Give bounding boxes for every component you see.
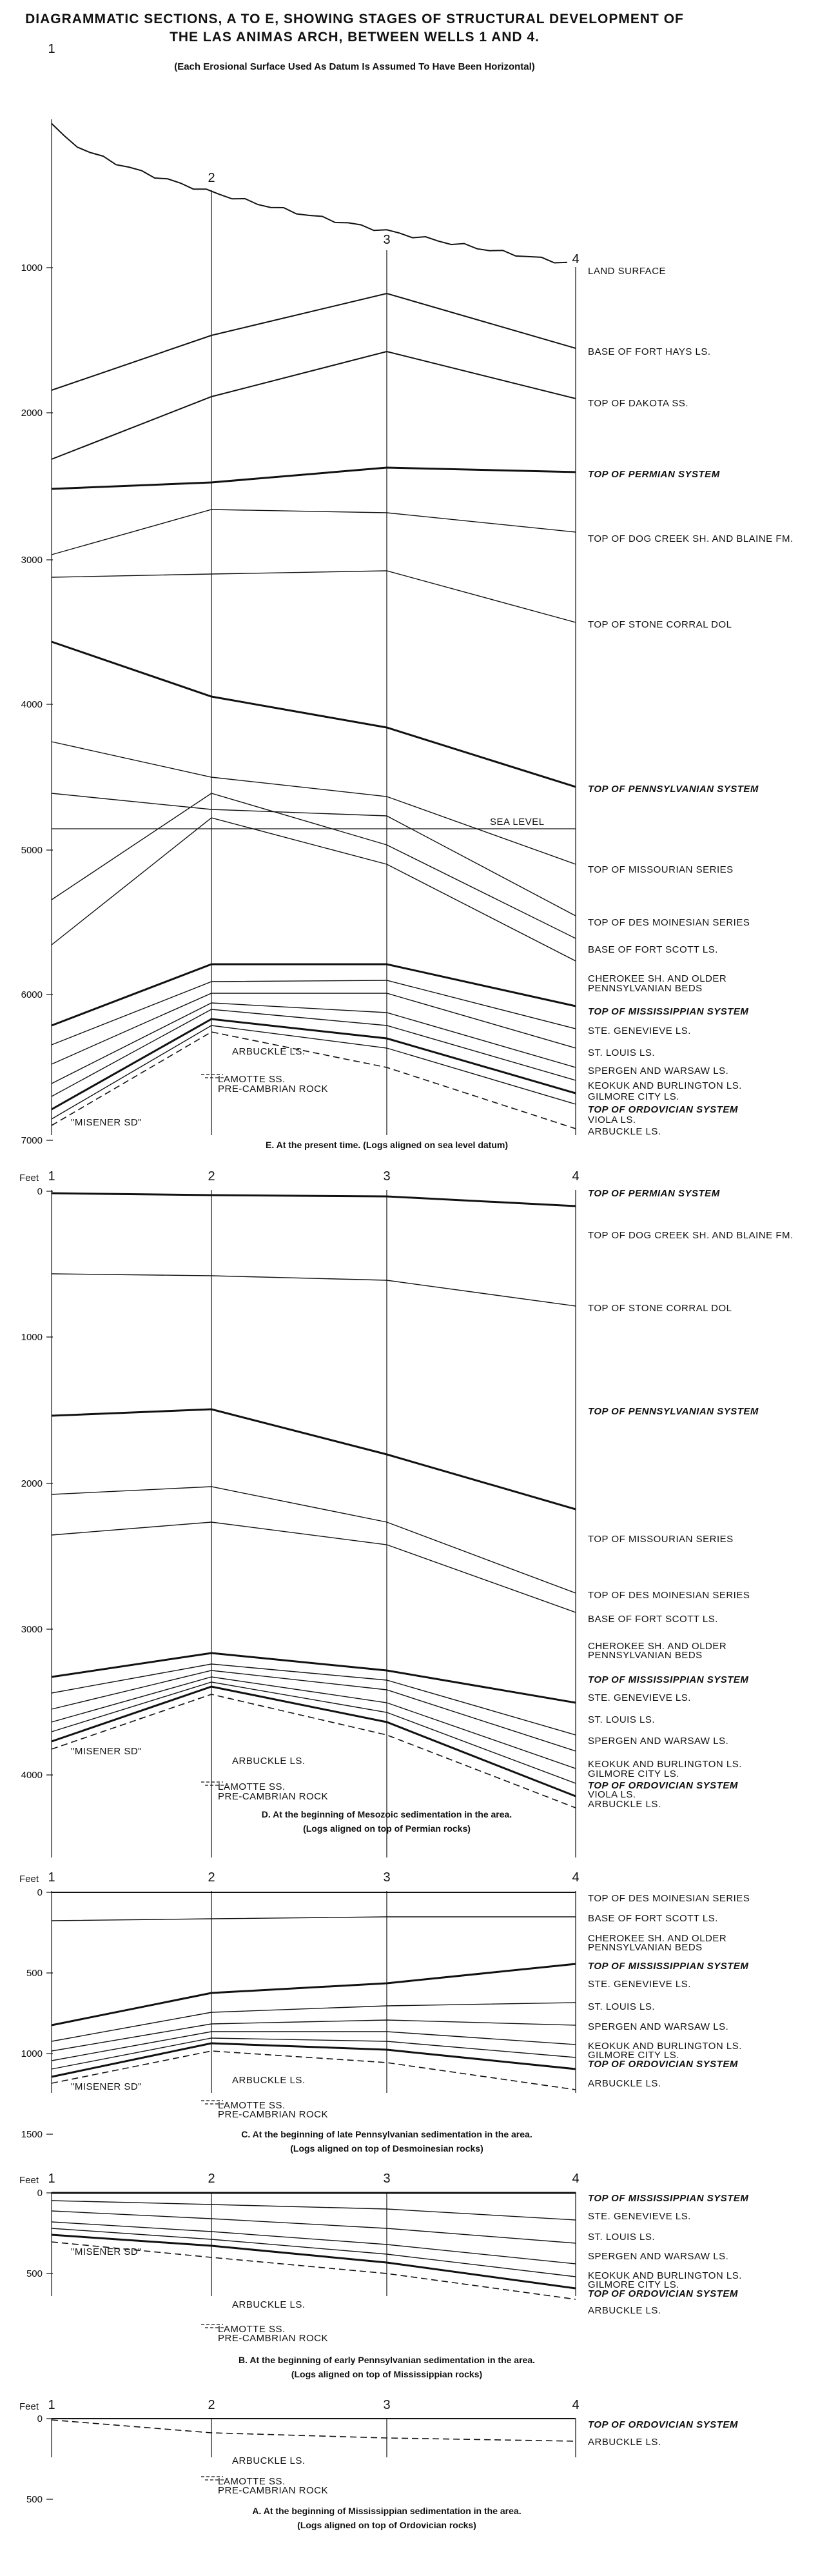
well-4-number: 4 [572, 1870, 580, 1885]
y-tick-label: 3000 [21, 1624, 43, 1635]
section-b [19, 2172, 748, 2379]
formation-label: SPERGEN AND WARSAW LS. [588, 1065, 729, 1076]
formation-label: GILMORE CITY LS. [588, 2050, 679, 2061]
well-3-number: 3 [383, 2398, 391, 2412]
horizon-line [52, 571, 576, 622]
formation-label: TOP OF MISSOURIAN SERIES [588, 1534, 734, 1545]
formation-label: ARBUCKLE LS. [588, 1126, 661, 1137]
formation-label: PENNSYLVANIAN BEDS [588, 1942, 703, 1953]
y-tick-label: 6000 [21, 989, 43, 1000]
y-tick-label: 500 [26, 2268, 43, 2279]
inner-formation-label: PRE-CAMBRIAN ROCK [218, 2333, 329, 2344]
horizon-line [52, 1487, 576, 1593]
figure-subtitle: (Each Erosional Surface Used As Datum Is Assumed To Have Been Horizontal) [174, 61, 535, 72]
horizon-line [52, 293, 576, 390]
inner-formation-label: ARBUCKLE LS. [232, 2299, 306, 2310]
horizon-line [52, 1653, 576, 1703]
formation-label: TOP OF DES MOINESIAN SERIES [588, 1590, 750, 1601]
horizon-line [52, 1409, 576, 1509]
formation-label: BASE OF FORT SCOTT LS. [588, 944, 718, 955]
well-2-number: 2 [208, 1870, 215, 1885]
horizon-line [52, 818, 576, 961]
well-4-number: 4 [572, 2172, 580, 2186]
formation-label: KEOKUK AND BURLINGTON LS. [588, 1759, 742, 1770]
formation-label: ST. LOUIS LS. [588, 2001, 656, 2012]
formation-label: TOP OF DES MOINESIAN SERIES [588, 917, 750, 928]
formation-label: TOP OF STONE CORRAL DOL [588, 619, 732, 630]
y-tick-label: 2000 [21, 408, 43, 419]
formation-label: TOP OF DOG CREEK SH. AND BLAINE FM. [588, 1230, 794, 1241]
well-3-number: 3 [383, 1870, 391, 1885]
formation-label: TOP OF PENNSYLVANIAN SYSTEM [588, 1406, 759, 1417]
well-2-number: 2 [208, 2172, 215, 2186]
formation-label: TOP OF ORDOVICIAN SYSTEM [588, 2059, 738, 2070]
inner-formation-label: "MISENER SD" [71, 1746, 142, 1757]
well-1-number: 1 [48, 42, 55, 56]
formation-label: BASE OF FORT SCOTT LS. [588, 1913, 718, 1924]
formation-label: ARBUCKLE LS. [588, 2305, 661, 2316]
section-c [19, 1870, 750, 2154]
well-3-number: 3 [383, 2172, 391, 2186]
formation-label: GILMORE CITY LS. [588, 2279, 679, 2290]
formation-label: TOP OF ORDOVICIAN SYSTEM [588, 1104, 738, 1115]
formation-label: BASE OF FORT SCOTT LS. [588, 1614, 718, 1625]
horizon-line [52, 1964, 576, 2025]
y-tick-label: 0 [37, 2188, 43, 2199]
formation-label: TOP OF STONE CORRAL DOL [588, 1303, 732, 1314]
horizon-line [52, 468, 576, 489]
horizon-line [52, 1917, 576, 1921]
horizon-line [52, 980, 576, 1045]
section-caption: D. At the beginning of Mesozoic sedimentation in the area. [261, 1809, 512, 1819]
formation-label: ST. LOUIS LS. [588, 1047, 656, 1058]
section-caption-note: (Logs aligned on top of Ordovician rocks) [297, 2520, 476, 2530]
formation-label: CHEROKEE SH. AND OLDER [588, 1933, 727, 1944]
formation-label: TOP OF PENNSYLVANIAN SYSTEM [588, 784, 759, 795]
formation-label: CHEROKEE SH. AND OLDER [588, 973, 727, 984]
section-caption-note: (Logs aligned on top of Desmoinesian rocks) [290, 2143, 483, 2154]
horizon-line [52, 352, 576, 459]
y-tick-label: 4000 [21, 699, 43, 710]
section-d [19, 1169, 794, 1858]
horizon-line [52, 2043, 576, 2077]
horizon-line [52, 793, 576, 916]
inner-formation-label: PRE-CAMBRIAN ROCK [218, 1084, 329, 1095]
well-1-number: 1 [48, 1169, 55, 1184]
horizon-line [52, 1274, 576, 1306]
well-2-number: 2 [208, 1169, 215, 1184]
formation-label: TOP OF MISSISSIPPIAN SYSTEM [588, 1674, 749, 1685]
y-tick-label: 1000 [21, 263, 43, 273]
formation-label: TOP OF MISSOURIAN SERIES [588, 864, 734, 875]
horizon-line [52, 742, 576, 864]
well-1-number: 1 [48, 1870, 55, 1885]
y-tick-label: 0 [37, 1186, 43, 1197]
horizon-line [52, 642, 576, 787]
formation-label: STE. GENEVIEVE LS. [588, 2211, 691, 2222]
horizon-line [52, 2235, 576, 2288]
formation-label: VIOLA LS. [588, 1115, 636, 1125]
feet-axis-label: Feet [19, 2175, 39, 2186]
well-3-number: 3 [383, 1169, 391, 1184]
horizon-line [52, 793, 576, 938]
formation-label: TOP OF DAKOTA SS. [588, 398, 689, 409]
horizon-line [52, 1522, 576, 1612]
inner-formation-label: PRE-CAMBRIAN ROCK [218, 2109, 329, 2120]
formation-label: TOP OF PERMIAN SYSTEM [588, 469, 720, 480]
y-tick-label: 1500 [21, 2129, 43, 2140]
formation-label: SPERGEN AND WARSAW LS. [588, 2021, 729, 2032]
formation-label: LAND SURFACE [588, 266, 667, 277]
inner-formation-label: LAMOTTE SS. [218, 2324, 286, 2335]
formation-label: ARBUCKLE LS. [588, 2078, 661, 2089]
horizon-line [52, 1019, 576, 1109]
y-tick-label: 2000 [21, 1478, 43, 1489]
inner-formation-label: "MISENER SD" [71, 2081, 142, 2092]
well-1-number: 1 [48, 2398, 55, 2412]
section-e [21, 42, 794, 1150]
section-caption: B. At the beginning of early Pennsylvanian sedimentation in the area. [238, 2355, 536, 2365]
inner-formation-label: "MISENER SD" [71, 2246, 142, 2257]
formation-label: GILMORE CITY LS. [588, 1091, 679, 1102]
well-4-number: 4 [572, 1169, 580, 1184]
inner-formation-label: ARBUCKLE LS. [232, 1046, 306, 1057]
formation-label: STE. GENEVIEVE LS. [588, 1692, 691, 1703]
feet-axis-label: Feet [19, 2401, 39, 2412]
section-caption: A. At the beginning of Mississippian sedimentation in the area. [252, 2506, 521, 2516]
formation-label: SPERGEN AND WARSAW LS. [588, 2251, 729, 2262]
well-1-number: 1 [48, 2172, 55, 2186]
formation-label: TOP OF MISSISSIPPIAN SYSTEM [588, 2193, 749, 2204]
formation-label: TOP OF PERMIAN SYSTEM [588, 1188, 720, 1199]
section-a [19, 2398, 738, 2530]
inner-formation-label: ARBUCKLE LS. [232, 2455, 306, 2466]
inner-formation-label: PRE-CAMBRIAN ROCK [218, 2485, 329, 2496]
formation-label: TOP OF MISSISSIPPIAN SYSTEM [588, 1006, 749, 1017]
y-tick-label: 0 [37, 2413, 43, 2424]
y-tick-label: 3000 [21, 555, 43, 566]
formation-label: TOP OF DES MOINESIAN SERIES [588, 1893, 750, 1904]
formation-label: KEOKUK AND BURLINGTON LS. [588, 1080, 742, 1091]
formation-label: GILMORE CITY LS. [588, 1769, 679, 1779]
feet-axis-label: Feet [19, 1173, 39, 1184]
y-tick-label: 0 [37, 1887, 43, 1898]
section-caption-note: (Logs aligned on top of Permian rocks) [303, 1823, 471, 1834]
y-tick-label: 5000 [21, 845, 43, 856]
formation-label: PENNSYLVANIAN BEDS [588, 983, 703, 994]
formation-label: ARBUCKLE LS. [588, 1799, 661, 1810]
inner-formation-label: ARBUCKLE LS. [232, 1756, 306, 1767]
horizon-line [52, 1003, 576, 1084]
horizon-line [52, 510, 576, 555]
arbuckle-base-dashed-line [52, 2420, 576, 2441]
well-4-number: 4 [572, 252, 580, 266]
horizon-line [52, 2038, 576, 2069]
formation-label: ARBUCKLE LS. [588, 2437, 661, 2448]
land-surface-line [52, 124, 567, 263]
well-4-number: 4 [572, 2398, 580, 2412]
formation-label: TOP OF ORDOVICIAN SYSTEM [588, 2288, 738, 2299]
y-tick-label: 1000 [21, 2048, 43, 2059]
sea-level-label: SEA LEVEL [490, 817, 545, 827]
well-2-number: 2 [208, 171, 215, 185]
horizon-line [52, 1670, 576, 1751]
formation-label: VIOLA LS. [588, 1789, 636, 1800]
horizon-line [52, 2222, 576, 2264]
formation-label: SPERGEN AND WARSAW LS. [588, 1736, 729, 1747]
y-tick-label: 500 [26, 2494, 43, 2505]
y-tick-label: 1000 [21, 1332, 43, 1343]
y-tick-label: 7000 [21, 1135, 43, 1146]
formation-label: ST. LOUIS LS. [588, 1714, 656, 1725]
y-tick-label: 4000 [21, 1770, 43, 1781]
inner-formation-label: LAMOTTE SS. [218, 2476, 286, 2487]
horizon-line [52, 2201, 576, 2220]
arbuckle-base-dashed-line [52, 1032, 576, 1129]
formation-label: STE. GENEVIEVE LS. [588, 1025, 691, 1036]
well-3-number: 3 [383, 233, 391, 247]
horizon-line [52, 1025, 576, 1119]
figure-title-line-1: DIAGRAMMATIC SECTIONS, A TO E, SHOWING STAGES OF STRUCTURAL DEVELOPMENT OF [25, 12, 684, 26]
formation-label: BASE OF FORT HAYS LS. [588, 346, 711, 357]
formation-label: TOP OF ORDOVICIAN SYSTEM [588, 1780, 738, 1791]
formation-label: KEOKUK AND BURLINGTON LS. [588, 2270, 742, 2281]
inner-formation-label: "MISENER SD" [71, 1117, 142, 1128]
y-tick-label: 500 [26, 1968, 43, 1979]
feet-axis-label: Feet [19, 1874, 39, 1885]
well-2-number: 2 [208, 2398, 215, 2412]
horizon-line [52, 1193, 576, 1206]
formation-label: STE. GENEVIEVE LS. [588, 1979, 691, 1990]
horizon-line [52, 964, 576, 1025]
inner-formation-label: LAMOTTE SS. [218, 1074, 286, 1085]
formation-label: PENNSYLVANIAN BEDS [588, 1650, 703, 1661]
formation-label: TOP OF DOG CREEK SH. AND BLAINE FM. [588, 533, 794, 544]
horizon-line [52, 1682, 576, 1783]
inner-formation-label: LAMOTTE SS. [218, 2100, 286, 2111]
formation-label: KEOKUK AND BURLINGTON LS. [588, 2041, 742, 2052]
section-caption: C. At the beginning of late Pennsylvanian sedimentation in the area. [241, 2129, 532, 2139]
section-caption-note: (Logs aligned on top of Mississippian rocks) [291, 2369, 483, 2379]
inner-formation-label: LAMOTTE SS. [218, 1781, 286, 1792]
formation-label: TOP OF ORDOVICIAN SYSTEM [588, 2419, 738, 2430]
figure-title-line-2: THE LAS ANIMAS ARCH, BETWEEN WELLS 1 AND 4. [170, 30, 540, 45]
section-caption: E. At the present time. (Logs aligned on sea level datum) [266, 1140, 508, 1150]
inner-formation-label: PRE-CAMBRIAN ROCK [218, 1791, 329, 1802]
inner-formation-label: ARBUCKLE LS. [232, 2075, 306, 2086]
formation-label: ST. LOUIS LS. [588, 2232, 656, 2243]
formation-label: CHEROKEE SH. AND OLDER [588, 1641, 727, 1652]
formation-label: TOP OF MISSISSIPPIAN SYSTEM [588, 1961, 749, 1972]
